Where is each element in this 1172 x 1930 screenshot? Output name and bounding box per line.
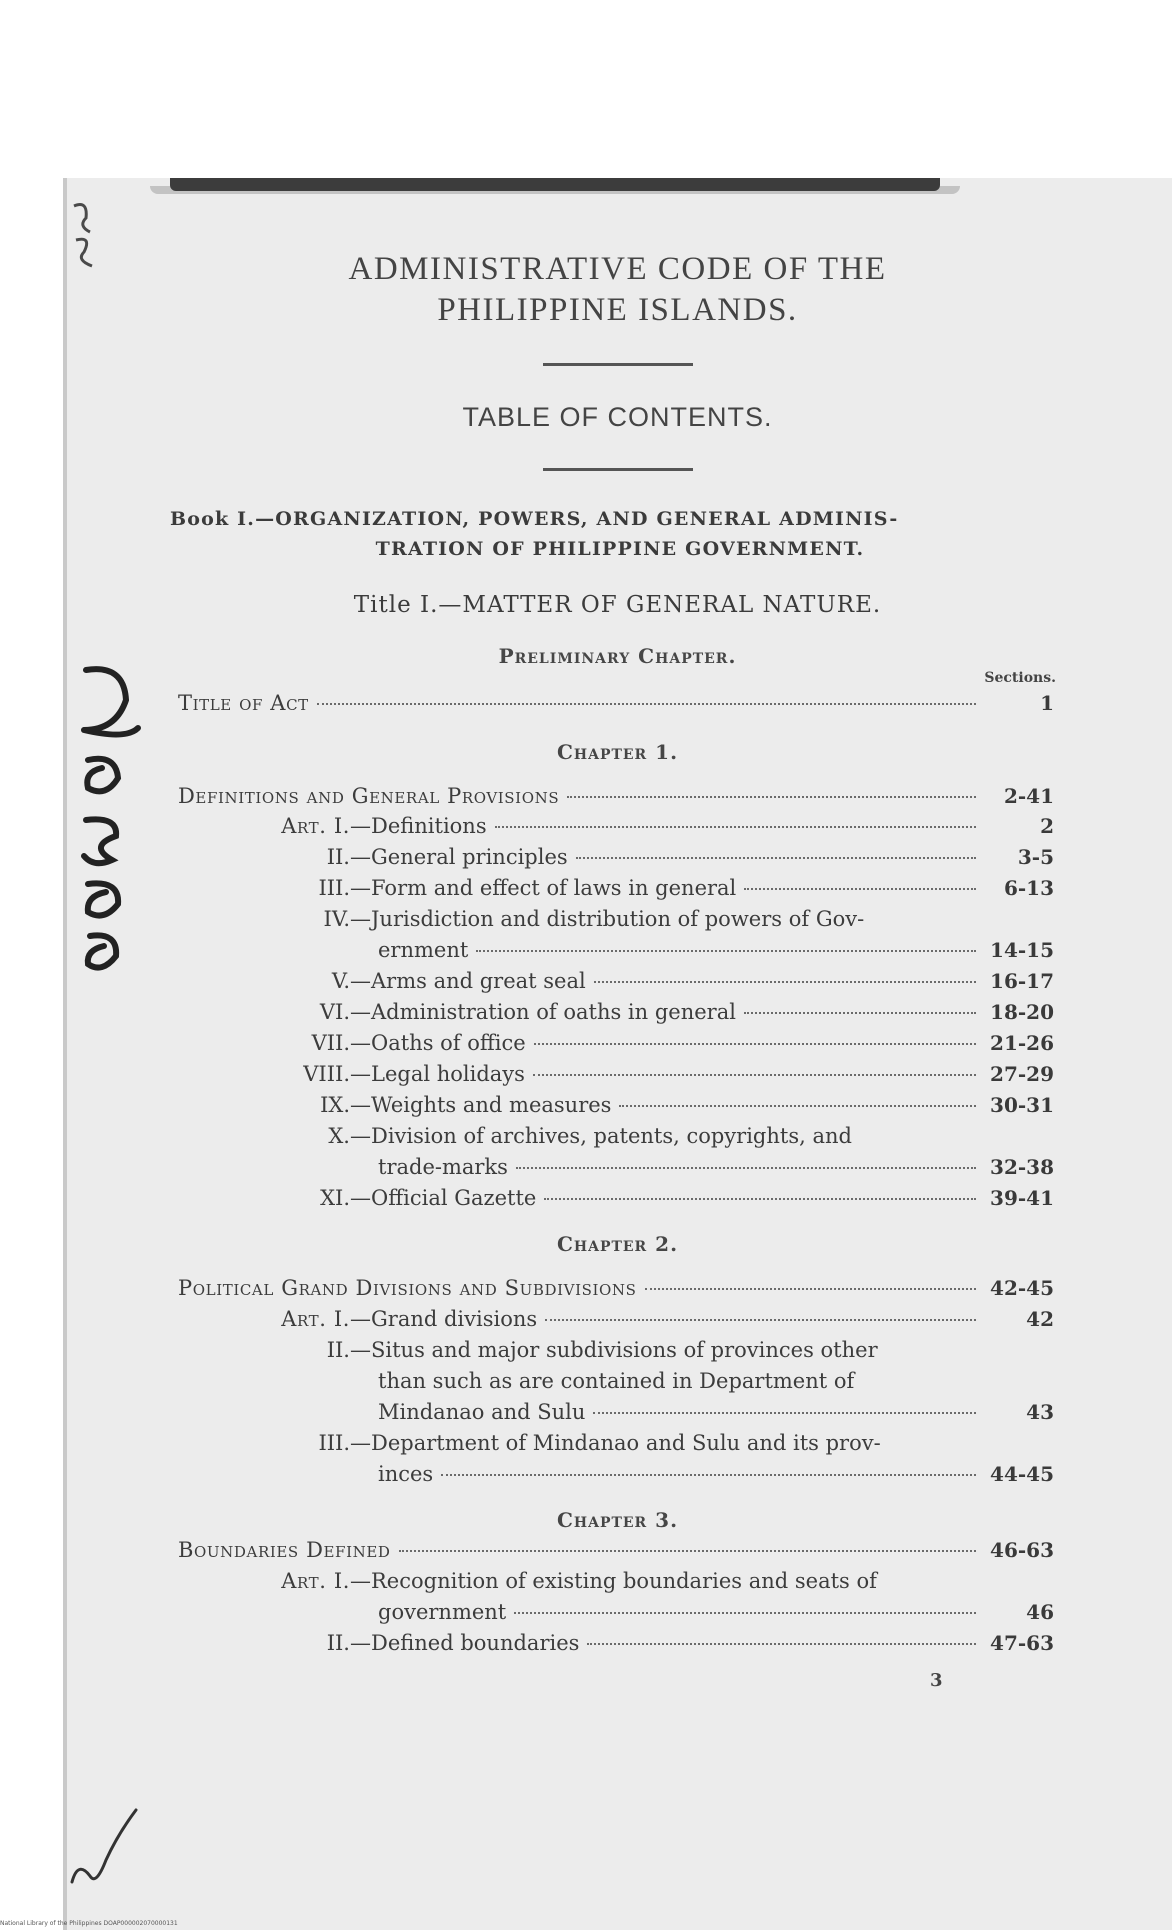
toc-entry-chapter-1[interactable] [178,784,1054,808]
article-number: Art. I. [281,814,350,838]
article-number: II. [326,1631,350,1655]
toc-article-row-continuation[interactable] [378,1462,1054,1486]
dot-leader [645,1288,976,1290]
toc-article-row-continuation[interactable] [378,1400,1054,1424]
dot-leader [533,1074,976,1076]
article-sections: 47-63 [990,1631,1054,1655]
page-number: 3 [930,1670,943,1691]
article-sections: 2 [1040,814,1054,838]
book-heading-line2: TRATION OF PHILIPPINE GOVERNMENT. [375,538,865,560]
contents-rule [543,468,693,471]
article-title-continued: inces [378,1462,434,1486]
article-sections: 21-26 [990,1031,1054,1055]
sections-column-label: Sections. [984,670,1056,686]
dot-leader [744,888,976,890]
article-sections: 3-5 [1017,845,1054,869]
dot-leader [576,857,976,859]
article-title: —Oaths of office [350,1031,526,1055]
toc-article-row[interactable] [178,1062,1054,1086]
dot-leader [516,1167,976,1169]
article-sections: 46 [1026,1600,1054,1624]
article-number: VI. [319,1000,350,1024]
chapter-3-heading: Chapter 3. [556,1508,679,1532]
handwritten-margin-number [66,660,156,990]
article-sections: 14-15 [990,938,1054,962]
article-title: —Recognition of existing boundaries and seats of [350,1569,877,1593]
toc-article-row-line1[interactable] [178,1431,1054,1455]
article-sections: 30-31 [990,1093,1054,1117]
toc-entry-text: Political Grand Divisions and Subdivisions [178,1276,637,1300]
book-heading-line1: Book I.—ORGANIZATION, POWERS, AND GENERAL ADMINIS- [170,508,899,530]
article-title: —Grand divisions [350,1307,538,1331]
article-number: Art. I. [281,1569,350,1593]
dot-leader [495,826,976,828]
toc-entry-text: Definitions and General Provisions [178,784,560,808]
dot-leader [476,950,976,952]
article-number: II. [326,1338,350,1362]
document-title-line1: ADMINISTRATIVE CODE OF THE [348,251,887,287]
article-title-continued: government [378,1600,507,1624]
toc-entry-text: Title of Act [178,691,309,715]
toc-article-row[interactable] [178,1631,1054,1655]
title-heading: Title I.—MATTER OF GENERAL NATURE. [353,592,882,618]
article-title: —Jurisdiction and distribution of powers of Gov- [350,907,865,931]
article-title: —General principles [350,845,568,869]
article-title-continued: trade-marks [378,1155,508,1179]
binding-strip [170,178,940,191]
article-title: —Arms and great seal [350,969,586,993]
article-sections: 27-29 [990,1062,1054,1086]
article-number: X. [328,1124,350,1148]
dot-leader [744,1012,976,1014]
dot-leader [317,703,976,705]
article-number: XI. [320,1186,350,1210]
toc-article-row[interactable] [178,814,1054,838]
toc-article-row[interactable] [178,969,1054,993]
title-rule [543,363,693,366]
article-title: —Administration of oaths in general [350,1000,736,1024]
article-number: VIII. [303,1062,350,1086]
dot-leader [567,796,976,798]
article-sections: 32-38 [990,1155,1054,1179]
toc-article-row[interactable] [178,1031,1054,1055]
toc-entry-chapter-3[interactable] [178,1538,1054,1562]
toc-article-row[interactable] [178,845,1054,869]
article-sections: 42 [1026,1307,1054,1331]
dot-leader [594,981,976,983]
toc-article-row[interactable] [178,1186,1054,1210]
table-of-contents-heading: TABLE OF CONTENTS. [462,402,773,432]
article-title: —Form and effect of laws in general [350,876,737,900]
preliminary-chapter-heading: Preliminary Chapter. [498,644,737,668]
chapter-1-heading: Chapter 1. [556,740,679,764]
toc-article-row-continuation[interactable] [378,938,1054,962]
toc-article-row-line1[interactable] [178,1569,1054,1593]
article-title: —Official Gazette [350,1186,537,1210]
toc-article-row[interactable] [178,876,1054,900]
article-title: —Legal holidays [350,1062,525,1086]
article-number: III. [318,1431,350,1455]
toc-entry-sections: 46-63 [990,1538,1054,1562]
article-title-continued: than such as are contained in Department of [378,1369,855,1393]
article-title: —Definitions [350,814,487,838]
article-number: IV. [323,907,350,931]
toc-article-row-continuation[interactable] [378,1600,1054,1624]
toc-article-row-line1[interactable] [178,1338,1054,1362]
article-number: IX. [320,1093,350,1117]
article-sections: 18-20 [990,1000,1054,1024]
article-title-continued: ernment [378,938,469,962]
toc-article-row[interactable] [178,1307,1054,1331]
article-number: Art. I. [281,1307,350,1331]
article-title-continued: Mindanao and Sulu [378,1400,586,1424]
archive-footer: National Library of the Philippines DOAP000002070000131 [0,1920,178,1927]
article-title: —Department of Mindanao and Sulu and its prov- [350,1431,881,1455]
article-title: —Division of archives, patents, copyrights, and [350,1124,852,1148]
toc-entry-sections: 2-41 [1003,784,1054,808]
dot-leader [534,1043,976,1045]
article-sections: 44-45 [990,1462,1054,1486]
article-sections: 39-41 [990,1186,1054,1210]
toc-article-row[interactable] [178,1000,1054,1024]
article-sections: 43 [1026,1400,1054,1424]
article-number: V. [331,969,350,993]
dot-leader [514,1612,976,1614]
dot-leader [545,1319,976,1321]
page-edge-shadow [63,178,67,1930]
toc-article-row[interactable] [178,1093,1054,1117]
article-number: VII. [311,1031,350,1055]
handwritten-initials [66,1790,146,1900]
toc-entry-chapter-2[interactable] [178,1276,1054,1300]
toc-article-row-continuation[interactable] [378,1155,1054,1179]
dot-leader [544,1198,976,1200]
article-number: II. [326,845,350,869]
chapter-2-heading: Chapter 2. [556,1232,679,1256]
toc-entry-sections: 42-45 [990,1276,1054,1300]
article-number: III. [318,876,350,900]
article-sections: 16-17 [990,969,1054,993]
toc-entry-text: Boundaries Defined [178,1538,391,1562]
toc-article-row-line1[interactable] [178,1124,1054,1148]
dot-leader [593,1412,976,1414]
document-title-line2: PHILIPPINE ISLANDS. [437,292,798,328]
dot-leader [399,1550,977,1552]
dot-leader [441,1474,976,1476]
toc-entry-title-of-act[interactable] [178,691,1054,715]
toc-article-row-line1[interactable] [178,907,1054,931]
article-title: —Situs and major subdivisions of provinces other [350,1338,878,1362]
article-title: —Defined boundaries [350,1631,580,1655]
toc-entry-sections: 1 [1040,691,1054,715]
handwritten-margin-note-top [66,196,106,276]
article-title: —Weights and measures [350,1093,612,1117]
dot-leader [587,1643,976,1645]
article-sections: 6-13 [1003,876,1054,900]
dot-leader [619,1105,976,1107]
